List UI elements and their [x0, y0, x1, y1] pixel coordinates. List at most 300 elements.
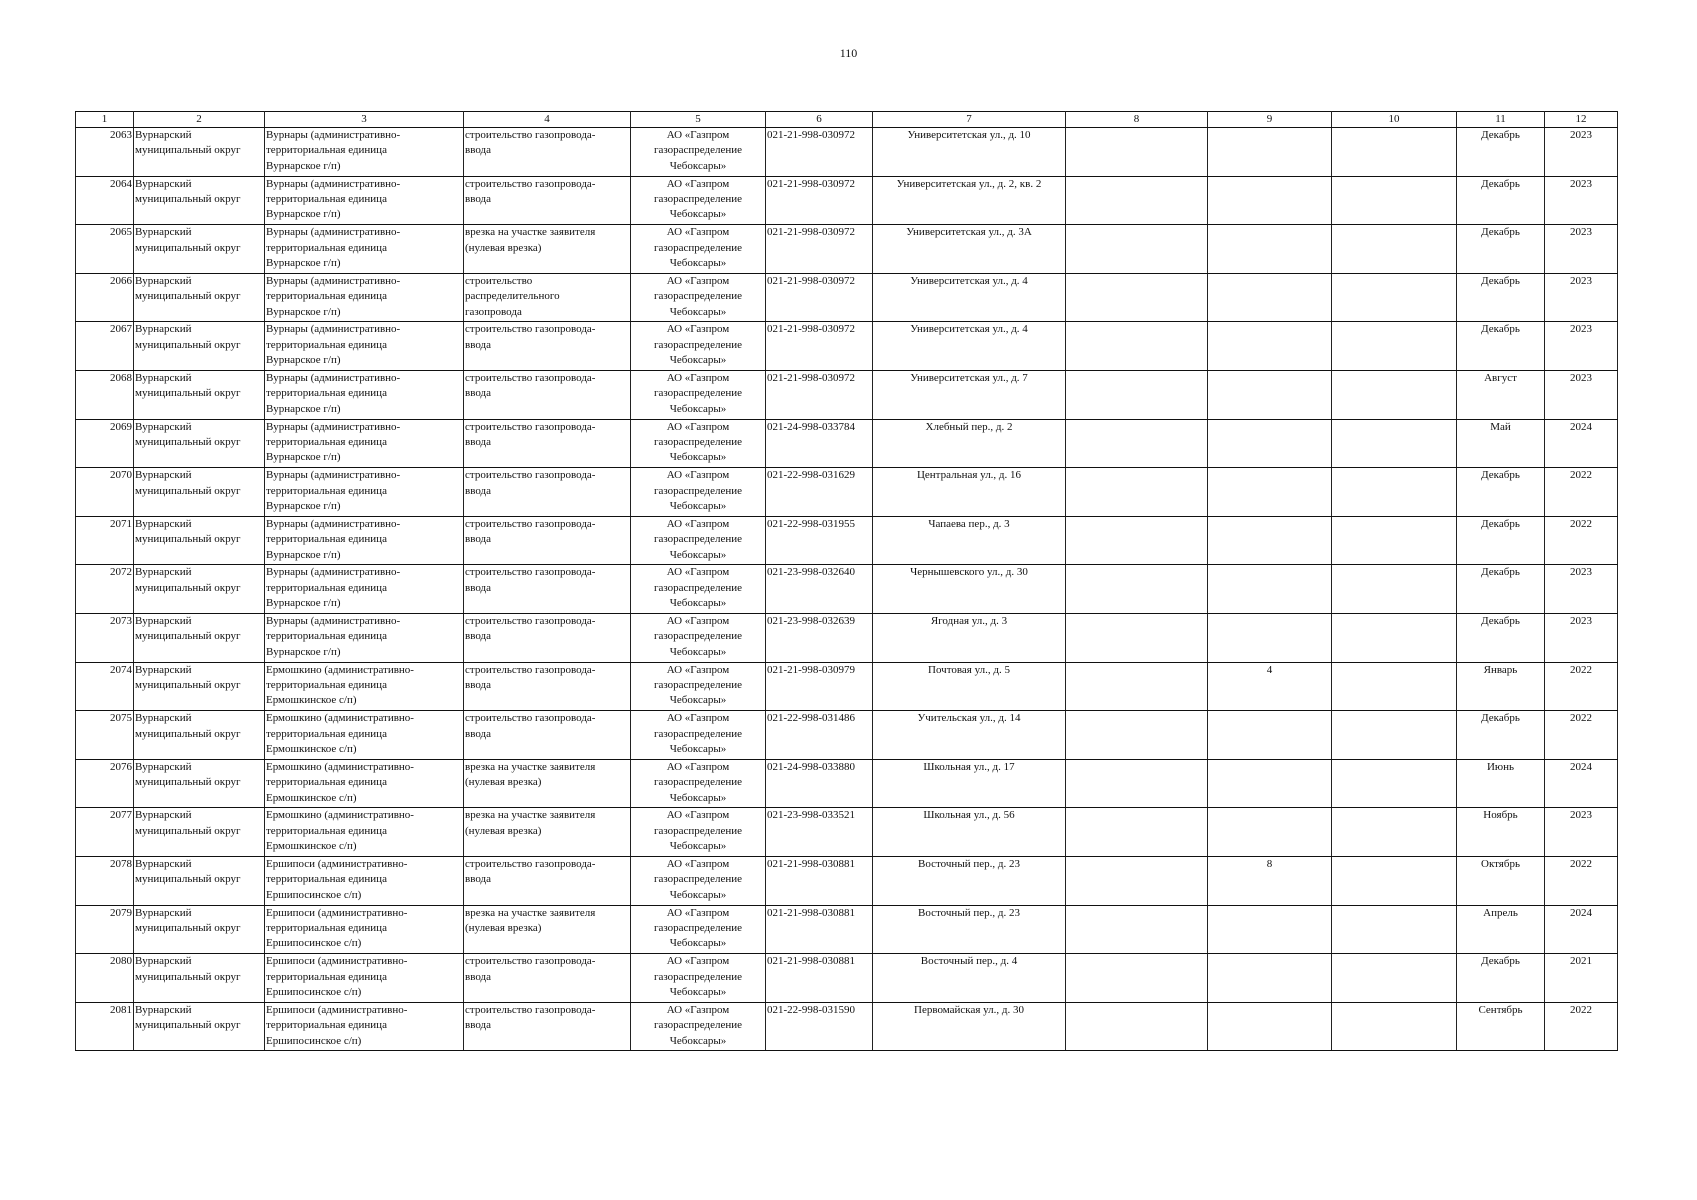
- column-9-cell: [1208, 419, 1332, 468]
- work-type-line: ввода: [465, 678, 491, 691]
- column-10-cell: [1332, 662, 1457, 711]
- organization-line: газораспределение: [653, 630, 743, 643]
- district-line: Вурнарский: [135, 226, 192, 239]
- district-cell: [134, 176, 265, 225]
- district-cell: [134, 370, 265, 419]
- work-type-cell: [464, 419, 631, 468]
- settlement-cell: [265, 565, 464, 614]
- column-8-cell: [1066, 808, 1208, 857]
- column-8-cell: [1066, 370, 1208, 419]
- application-code-cell: 021-24-998-033784: [766, 419, 873, 468]
- work-type-cell: [464, 613, 631, 662]
- organization-line: Чебоксары»: [669, 499, 727, 512]
- settlement-line: Вурнары (административно-: [266, 469, 401, 482]
- year-cell: 2021: [1545, 954, 1618, 1003]
- work-type-line: ввода: [465, 193, 491, 205]
- organization-cell: [631, 565, 766, 614]
- work-type-line: распределительного: [465, 290, 560, 303]
- address-cell: Университетская ул., д. 7: [873, 370, 1066, 419]
- organization-line: Чебоксары»: [669, 354, 727, 367]
- work-type-line: строительство газопровода-: [465, 955, 596, 968]
- column-header-12: 12: [1545, 112, 1618, 128]
- organization-line: газораспределение: [653, 144, 743, 157]
- organization-cell: [631, 613, 766, 662]
- column-9-cell: [1208, 613, 1332, 662]
- table-row: [76, 516, 1618, 565]
- month-cell: Декабрь: [1457, 322, 1545, 371]
- column-10-cell: [1332, 273, 1457, 322]
- organization-line: газораспределение: [653, 193, 743, 205]
- row-number-cell: 2063: [76, 128, 134, 177]
- column-8-cell: [1066, 128, 1208, 177]
- organization-cell: [631, 711, 766, 760]
- column-8-cell: [1066, 613, 1208, 662]
- settlement-line: Ершипоси (административно-: [266, 1003, 408, 1016]
- row-number-cell: 2064: [76, 176, 134, 225]
- work-type-cell: [464, 322, 631, 371]
- settlement-cell: [265, 711, 464, 760]
- column-10-cell: [1332, 322, 1457, 371]
- settlement-line: Вурнары (административно-: [266, 323, 401, 336]
- district-line: муниципальный округ: [135, 193, 241, 205]
- organization-line: АО «Газпром: [666, 566, 730, 579]
- organization-line: газораспределение: [653, 873, 743, 886]
- year-cell: 2022: [1545, 516, 1618, 565]
- organization-line: АО «Газпром: [666, 371, 730, 384]
- organization-line: Чебоксары»: [669, 791, 727, 804]
- column-10-cell: [1332, 759, 1457, 808]
- district-line: Вурнарский: [135, 663, 192, 676]
- organization-line: Чебоксары»: [669, 208, 727, 221]
- month-cell: Декабрь: [1457, 565, 1545, 614]
- settlement-line: территориальная единица: [266, 435, 387, 448]
- organization-line: газораспределение: [653, 581, 743, 594]
- settlement-line: территориальная единица: [266, 824, 387, 837]
- table-row: [76, 711, 1618, 760]
- settlement-line: территориальная единица: [266, 484, 387, 497]
- application-code-cell: 021-23-998-032640: [766, 565, 873, 614]
- row-number-cell: 2075: [76, 711, 134, 760]
- year-cell: 2023: [1545, 225, 1618, 274]
- row-number-cell: 2073: [76, 613, 134, 662]
- district-line: Вурнарский: [135, 274, 192, 287]
- address-cell: Ягодная ул., д. 3: [873, 613, 1066, 662]
- district-line: муниципальный округ: [135, 338, 241, 351]
- month-cell: Ноябрь: [1457, 808, 1545, 857]
- table-row: [76, 856, 1618, 905]
- organization-cell: [631, 856, 766, 905]
- settlement-line: Ермошкино (административно-: [266, 712, 414, 725]
- settlement-line: Ершипоси (административно-: [266, 857, 408, 870]
- district-cell: [134, 273, 265, 322]
- district-line: Вурнарский: [135, 323, 192, 336]
- district-line: Вурнарский: [135, 469, 192, 482]
- column-10-cell: [1332, 468, 1457, 517]
- address-cell: Центральная ул., д. 16: [873, 468, 1066, 517]
- column-8-cell: [1066, 565, 1208, 614]
- settlement-cell: [265, 1002, 464, 1051]
- district-line: муниципальный округ: [135, 776, 241, 789]
- organization-line: АО «Газпром: [666, 809, 730, 822]
- organization-line: АО «Газпром: [666, 129, 730, 141]
- column-9-cell: [1208, 905, 1332, 954]
- settlement-line: Вурнарское г/п): [266, 499, 341, 512]
- column-9-cell: [1208, 225, 1332, 274]
- organization-cell: [631, 468, 766, 517]
- month-cell: Апрель: [1457, 905, 1545, 954]
- district-cell: [134, 613, 265, 662]
- table-row: [76, 322, 1618, 371]
- organization-line: Чебоксары»: [669, 257, 727, 269]
- application-code-cell: 021-22-998-031955: [766, 516, 873, 565]
- column-header-7: 7: [873, 112, 1066, 128]
- settlement-line: Вурнарское г/п): [266, 257, 341, 269]
- work-type-cell: [464, 225, 631, 274]
- district-line: муниципальный округ: [135, 630, 241, 643]
- work-type-line: (нулевая врезка): [465, 824, 542, 837]
- district-line: Вурнарский: [135, 955, 192, 968]
- column-8-cell: [1066, 905, 1208, 954]
- column-8-cell: [1066, 856, 1208, 905]
- district-line: муниципальный округ: [135, 533, 241, 546]
- organization-cell: [631, 176, 766, 225]
- column-8-cell: [1066, 662, 1208, 711]
- column-8-cell: [1066, 468, 1208, 517]
- district-line: Вурнарский: [135, 517, 192, 530]
- column-9-cell: [1208, 128, 1332, 177]
- settlement-cell: [265, 419, 464, 468]
- table-row: [76, 565, 1618, 614]
- application-code-cell: 021-23-998-033521: [766, 808, 873, 857]
- settlement-line: территориальная единица: [266, 387, 387, 400]
- district-cell: [134, 128, 265, 177]
- month-cell: Декабрь: [1457, 273, 1545, 322]
- settlement-line: территориальная единица: [266, 921, 387, 934]
- work-type-line: строительство газопровода-: [465, 663, 596, 676]
- application-code-cell: 021-21-998-030972: [766, 128, 873, 177]
- district-line: муниципальный округ: [135, 435, 241, 448]
- settlement-line: Ершипосинское с/п): [266, 888, 362, 901]
- column-9-cell: [1208, 370, 1332, 419]
- settlement-cell: [265, 808, 464, 857]
- work-type-line: газопровода: [465, 305, 522, 318]
- address-cell: Университетская ул., д. 10: [873, 128, 1066, 177]
- settlement-cell: [265, 468, 464, 517]
- organization-line: газораспределение: [653, 290, 743, 303]
- organization-line: Чебоксары»: [669, 159, 727, 172]
- settlement-line: территориальная единица: [266, 193, 387, 205]
- table-row: [76, 905, 1618, 954]
- column-9-cell: [1208, 808, 1332, 857]
- organization-cell: [631, 128, 766, 177]
- district-line: Вурнарский: [135, 906, 192, 919]
- district-cell: [134, 565, 265, 614]
- column-8-cell: [1066, 419, 1208, 468]
- column-9-cell: [1208, 322, 1332, 371]
- organization-line: Чебоксары»: [669, 305, 727, 318]
- year-cell: 2022: [1545, 711, 1618, 760]
- address-cell: Учительская ул., д. 14: [873, 711, 1066, 760]
- organization-line: газораспределение: [653, 484, 743, 497]
- row-number-cell: 2078: [76, 856, 134, 905]
- table-row: [76, 1002, 1618, 1051]
- organization-line: Чебоксары»: [669, 985, 727, 998]
- table-row: [76, 613, 1618, 662]
- column-10-cell: [1332, 856, 1457, 905]
- district-line: муниципальный округ: [135, 484, 241, 497]
- work-type-cell: [464, 370, 631, 419]
- organization-line: АО «Газпром: [666, 857, 730, 870]
- work-type-line: строительство: [465, 274, 533, 287]
- column-8-cell: [1066, 225, 1208, 274]
- column-10-cell: [1332, 711, 1457, 760]
- work-type-line: ввода: [465, 338, 491, 351]
- organization-line: Чебоксары»: [669, 597, 727, 610]
- column-8-cell: [1066, 1002, 1208, 1051]
- settlement-line: Вурнары (административно-: [266, 129, 401, 141]
- column-9-cell: [1208, 954, 1332, 1003]
- work-type-line: ввода: [465, 387, 491, 400]
- application-code-cell: 021-21-998-030881: [766, 856, 873, 905]
- settlement-cell: [265, 322, 464, 371]
- settlement-line: территориальная единица: [266, 1019, 387, 1032]
- organization-cell: [631, 419, 766, 468]
- work-type-line: ввода: [465, 970, 491, 983]
- work-type-cell: [464, 808, 631, 857]
- district-cell: [134, 322, 265, 371]
- year-cell: 2023: [1545, 808, 1618, 857]
- column-10-cell: [1332, 225, 1457, 274]
- settlement-line: Вурнары (административно-: [266, 274, 401, 287]
- settlement-line: Вурнарское г/п): [266, 645, 341, 658]
- month-cell: Июнь: [1457, 759, 1545, 808]
- settlement-line: территориальная единица: [266, 144, 387, 157]
- row-number-cell: 2067: [76, 322, 134, 371]
- column-8-cell: [1066, 711, 1208, 760]
- work-type-line: строительство газопровода-: [465, 323, 596, 336]
- column-10-cell: [1332, 419, 1457, 468]
- organization-line: газораспределение: [653, 678, 743, 691]
- address-cell: Школьная ул., д. 56: [873, 808, 1066, 857]
- column-8-cell: [1066, 759, 1208, 808]
- work-type-line: строительство газопровода-: [465, 1003, 596, 1016]
- column-10-cell: [1332, 516, 1457, 565]
- organization-line: газораспределение: [653, 387, 743, 400]
- address-cell: Восточный пер., д. 23: [873, 856, 1066, 905]
- organization-line: АО «Газпром: [666, 760, 730, 773]
- column-10-cell: [1332, 128, 1457, 177]
- district-line: муниципальный округ: [135, 144, 241, 157]
- district-cell: [134, 468, 265, 517]
- year-cell: 2022: [1545, 468, 1618, 517]
- row-number-cell: 2070: [76, 468, 134, 517]
- work-type-cell: [464, 565, 631, 614]
- organization-line: Чебоксары»: [669, 1034, 727, 1047]
- row-number-cell: 2065: [76, 225, 134, 274]
- column-9-cell: [1208, 176, 1332, 225]
- district-line: Вурнарский: [135, 614, 192, 627]
- column-header-3: 3: [265, 112, 464, 128]
- work-type-cell: [464, 856, 631, 905]
- settlement-line: Ершипосинское с/п): [266, 1034, 362, 1047]
- settlement-line: Вурнарское г/п): [266, 451, 341, 464]
- district-cell: [134, 954, 265, 1003]
- row-number-cell: 2069: [76, 419, 134, 468]
- work-type-line: ввода: [465, 630, 491, 643]
- address-cell: Восточный пер., д. 23: [873, 905, 1066, 954]
- organization-line: АО «Газпром: [666, 420, 730, 433]
- work-type-line: (нулевая врезка): [465, 241, 542, 254]
- organization-line: газораспределение: [653, 921, 743, 934]
- settlement-line: Ершипоси (административно-: [266, 906, 408, 919]
- organization-line: АО «Газпром: [666, 226, 730, 239]
- organization-cell: [631, 808, 766, 857]
- settlement-line: территориальная единица: [266, 776, 387, 789]
- row-number-cell: 2076: [76, 759, 134, 808]
- organization-line: газораспределение: [653, 727, 743, 740]
- column-8-cell: [1066, 273, 1208, 322]
- settlement-line: Ермошкинское с/п): [266, 742, 357, 755]
- district-cell: [134, 516, 265, 565]
- year-cell: 2024: [1545, 419, 1618, 468]
- organization-line: газораспределение: [653, 1019, 743, 1032]
- application-code-cell: 021-21-998-030972: [766, 176, 873, 225]
- table-row: [76, 273, 1618, 322]
- column-8-cell: [1066, 176, 1208, 225]
- table-row: [76, 954, 1618, 1003]
- district-line: Вурнарский: [135, 129, 192, 141]
- district-line: муниципальный округ: [135, 1019, 241, 1032]
- settlement-line: территориальная единица: [266, 678, 387, 691]
- district-cell: [134, 905, 265, 954]
- district-line: Вурнарский: [135, 420, 192, 433]
- work-type-line: (нулевая врезка): [465, 776, 542, 789]
- district-line: Вурнарский: [135, 1003, 192, 1016]
- address-cell: Первомайская ул., д. 30: [873, 1002, 1066, 1051]
- work-type-line: строительство газопровода-: [465, 566, 596, 579]
- table-row: [76, 370, 1618, 419]
- settlement-line: территориальная единица: [266, 727, 387, 740]
- column-9-cell: 8: [1208, 856, 1332, 905]
- work-type-cell: [464, 759, 631, 808]
- row-number-cell: 2072: [76, 565, 134, 614]
- column-header-11: 11: [1457, 112, 1545, 128]
- month-cell: Декабрь: [1457, 711, 1545, 760]
- table-row: [76, 128, 1618, 177]
- settlement-line: Вурнары (административно-: [266, 517, 401, 530]
- application-code-cell: 021-21-998-030972: [766, 370, 873, 419]
- column-header-1: 1: [76, 112, 134, 128]
- month-cell: Декабрь: [1457, 128, 1545, 177]
- work-type-line: строительство газопровода-: [465, 129, 596, 141]
- work-type-cell: [464, 273, 631, 322]
- district-line: Вурнарский: [135, 857, 192, 870]
- column-10-cell: [1332, 808, 1457, 857]
- year-cell: 2023: [1545, 565, 1618, 614]
- application-code-cell: 021-23-998-032639: [766, 613, 873, 662]
- work-type-line: строительство газопровода-: [465, 469, 596, 482]
- settlement-line: Вурнарское г/п): [266, 548, 341, 561]
- settlement-line: Вурнары (административно-: [266, 371, 401, 384]
- district-line: муниципальный округ: [135, 727, 241, 740]
- settlement-cell: [265, 516, 464, 565]
- application-code-cell: 021-22-998-031486: [766, 711, 873, 760]
- settlement-line: Ермошкино (административно-: [266, 809, 414, 822]
- settlement-line: Вурнарское г/п): [266, 305, 341, 318]
- organization-line: Чебоксары»: [669, 402, 727, 415]
- application-code-cell: 021-22-998-031590: [766, 1002, 873, 1051]
- organization-line: газораспределение: [653, 435, 743, 448]
- organization-line: газораспределение: [653, 824, 743, 837]
- column-number-row: [76, 112, 1618, 128]
- work-type-line: строительство газопровода-: [465, 857, 596, 870]
- address-cell: Университетская ул., д. 2, кв. 2: [873, 176, 1066, 225]
- settlement-line: территориальная единица: [266, 970, 387, 983]
- work-type-line: врезка на участке заявителя: [465, 226, 596, 239]
- organization-cell: [631, 273, 766, 322]
- column-header-5: 5: [631, 112, 766, 128]
- table-row: [76, 225, 1618, 274]
- organization-line: АО «Газпром: [666, 712, 730, 725]
- month-cell: Декабрь: [1457, 516, 1545, 565]
- organization-line: Чебоксары»: [669, 451, 727, 464]
- work-type-line: (нулевая врезка): [465, 921, 542, 934]
- page-number: 110: [839, 46, 858, 60]
- column-8-cell: [1066, 516, 1208, 565]
- work-type-cell: [464, 905, 631, 954]
- year-cell: 2022: [1545, 662, 1618, 711]
- district-cell: [134, 808, 265, 857]
- column-8-cell: [1066, 322, 1208, 371]
- organization-line: АО «Газпром: [666, 517, 730, 530]
- address-cell: Университетская ул., д. 4: [873, 273, 1066, 322]
- settlement-line: Вурнарское г/п): [266, 597, 341, 610]
- column-header-10: 10: [1332, 112, 1457, 128]
- row-number-cell: 2068: [76, 370, 134, 419]
- address-cell: Университетская ул., д. 4: [873, 322, 1066, 371]
- district-line: муниципальный округ: [135, 241, 241, 254]
- column-9-cell: [1208, 273, 1332, 322]
- settlement-line: территориальная единица: [266, 241, 387, 254]
- settlement-line: Ермошкинское с/п): [266, 694, 357, 707]
- settlement-cell: [265, 613, 464, 662]
- organization-line: Чебоксары»: [669, 742, 727, 755]
- organization-line: АО «Газпром: [666, 177, 730, 190]
- table-row: [76, 808, 1618, 857]
- month-cell: Декабрь: [1457, 225, 1545, 274]
- row-number-cell: 2071: [76, 516, 134, 565]
- work-type-line: ввода: [465, 727, 491, 740]
- work-type-cell: [464, 176, 631, 225]
- district-line: муниципальный округ: [135, 921, 241, 934]
- column-10-cell: [1332, 1002, 1457, 1051]
- column-10-cell: [1332, 954, 1457, 1003]
- organization-cell: [631, 1002, 766, 1051]
- organization-cell: [631, 759, 766, 808]
- column-9-cell: 4: [1208, 662, 1332, 711]
- month-cell: Декабрь: [1457, 613, 1545, 662]
- settlement-line: Вурнарское г/п): [266, 402, 341, 415]
- settlement-line: территориальная единица: [266, 533, 387, 546]
- table-row: [76, 662, 1618, 711]
- row-number-cell: 2081: [76, 1002, 134, 1051]
- district-line: Вурнарский: [135, 566, 192, 579]
- column-10-cell: [1332, 565, 1457, 614]
- row-number-cell: 2079: [76, 905, 134, 954]
- column-10-cell: [1332, 176, 1457, 225]
- organization-line: АО «Газпром: [666, 1003, 730, 1016]
- settlement-line: Вурнары (административно-: [266, 177, 401, 190]
